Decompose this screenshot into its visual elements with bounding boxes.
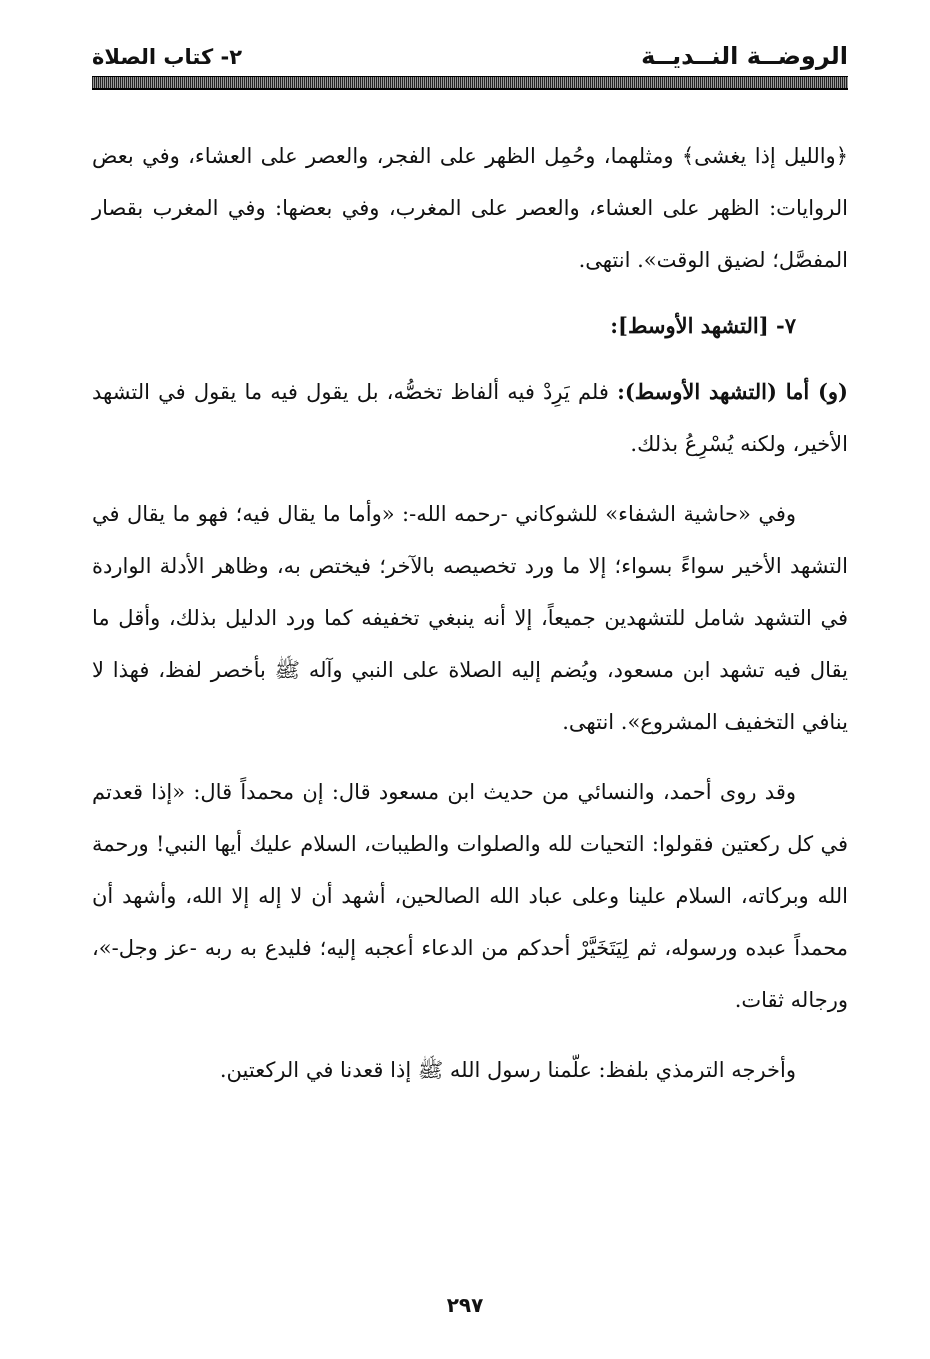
- page-number: ٢٩٧: [446, 1293, 484, 1317]
- paragraph-lead: (و) أما (التشهد الأوسط):: [617, 379, 848, 404]
- header-rule: [92, 76, 848, 90]
- paragraph-middle-tashahhud: [92, 366, 848, 470]
- section-number: ٧-: [768, 313, 796, 338]
- running-header: [92, 40, 848, 72]
- chapter-title: ٢- كتاب الصلاة: [92, 45, 243, 69]
- section-heading: [92, 300, 848, 352]
- paragraph-tirmidhi: وأخرجه الترمذي بلفظ: علّمنا رسول الله ﷺ إذا قعدنا في الركعتين.: [219, 1058, 796, 1082]
- section-title: [التشهد الأوسط]:: [610, 313, 769, 338]
- paragraph-rest: فلم يَرِدْ فيه ألفاظ تخصُّه، بل يقول فيه ما يقول في التشهد الأخير، ولكنه يُسْرِعُ بذلك.: [92, 380, 848, 456]
- paragraph-hashiyat-shifa: وفي «حاشية الشفاء» للشوكاني -رحمه الله-: «وأما ما يقال فيه؛ فهو ما يقال في التشهد الأخير سواءً بسواء؛ إلا ما ورد تخصيصه بالآخر؛ فيختص به، وظاهر الأدلة الواردة في التشهد شامل للتشهدين جميعاً، إلا أنه ينبغي تخفيفه كما ورد الدليل بذلك، وأقل ما يقال فيه تشهد ابن مسعود، ويُضم إليه الصلاة على النبي وآله ﷺ بأخصر لفظ، فهذا لا ينافي التخفيف المشروع». انتهى.: [92, 502, 848, 734]
- paragraph-quote-continuation: ﴿والليل إذا يغشى﴾ ومثلهما، وحُمِل الظهر على الفجر، والعصر على العشاء، وفي بعض الروايات: الظهر على العشاء، والعصر على المغرب، وفي بعضها: وفي المغرب بقصار المفصَّل؛ لضيق الوقت». انتهى.: [92, 144, 848, 272]
- paragraph-hadith-ibn-masud: وقد روى أحمد، والنسائي من حديث ابن مسعود قال: إن محمداً قال: «إذا قعدتم في كل ركعتين فقولوا: التحيات لله والصلوات والطيبات، السلام عليك أيها النبي! ورحمة الله وبركاته، السلام علينا وعلى عباد الله الصالحين، أشهد أن لا إله إلا الله، وأشهد أن محمداً عبده ورسوله، ثم لِيَتَخَيَّرْ أحدكم من الدعاء أعجبه إليه؛ فليدع به ربه -عز وجل-»، ورجاله ثقات.: [92, 780, 848, 1012]
- page-body: [92, 130, 848, 1096]
- book-title: الروضــة النــديــة: [641, 42, 848, 70]
